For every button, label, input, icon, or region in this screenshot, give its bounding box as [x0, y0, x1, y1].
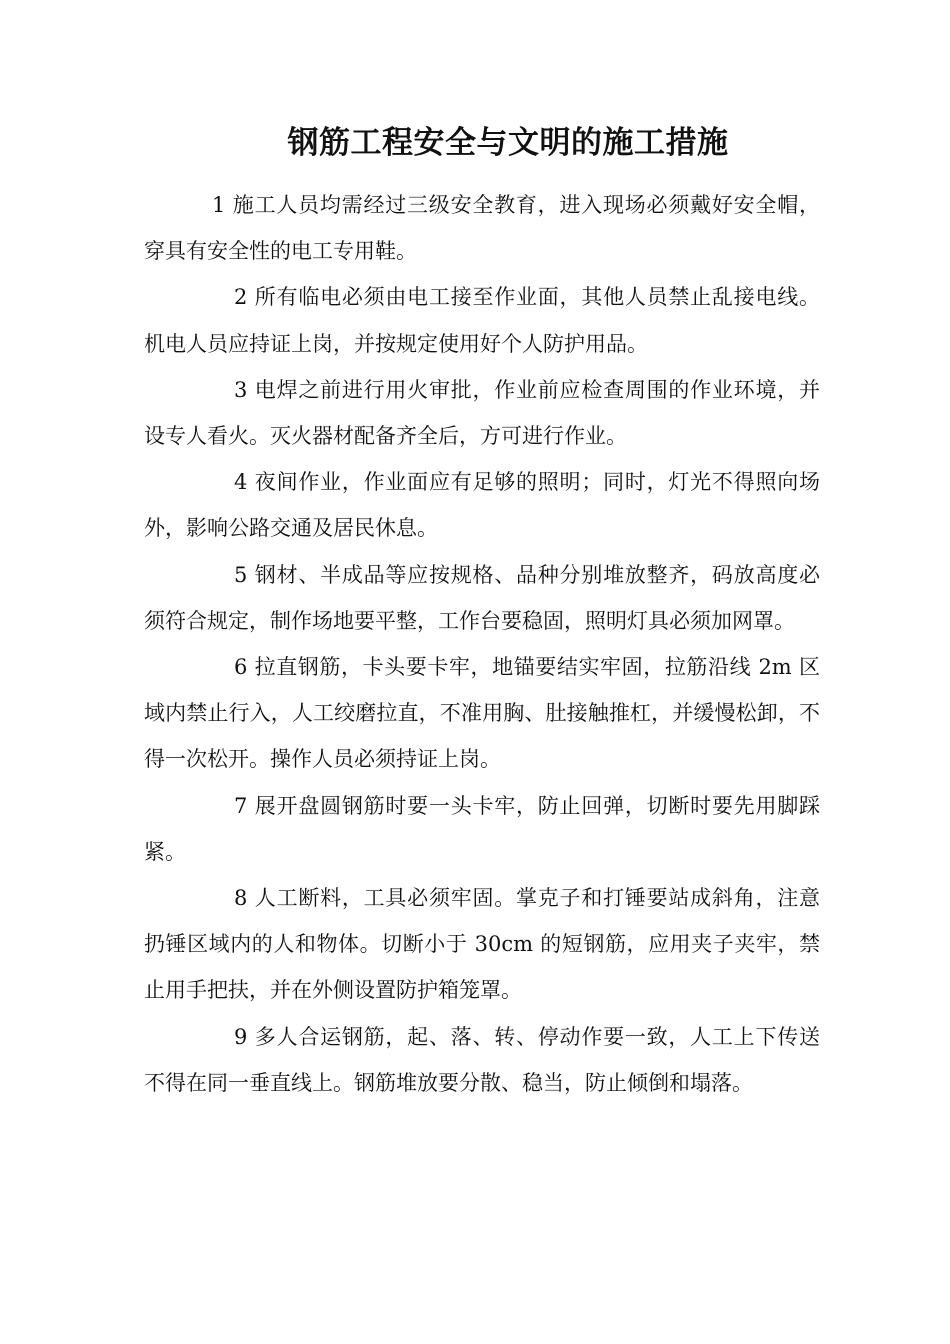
paragraph-8: 8 人工断料，工具必须牢固。掌克子和打锤要站成斜角，注意扔锤区域内的人和物体。切断小于 30cm 的短钢筋，应用夹子夹牢，禁止用手把扶，并在外侧设置防护箱笼罩。 — [144, 886, 820, 1003]
paragraph-1: 1 施工人员均需经过三级安全教育，进入现场必须戴好安全帽，穿具有安全性的电工专用鞋。 — [144, 193, 820, 264]
document-body — [144, 182, 820, 1106]
paragraph-2: 2 所有临电必须由电工接至作业面，其他人员禁止乱接电线。机电人员应持证上岗，并按规定使用好个人防护用品。 — [144, 285, 820, 356]
paragraph-3: 3 电焊之前进行用火审批，作业前应检查周围的作业环境，并设专人看火。灭火器材配备齐全后，方可进行作业。 — [144, 377, 820, 449]
paragraph-5: 5 钢材、半成品等应按规格、品种分别堆放整齐，码放高度必须符合规定，制作场地要平整，工作台要稳固，照明灯具必须加网罩。 — [144, 562, 820, 633]
paragraph-4: 4 夜间作业，作业面应有足够的照明；同时，灯光不得照向场外，影响公路交通及居民休息。 — [144, 470, 820, 541]
paragraph-6: 6 拉直钢筋，卡头要卡牢，地锚要结实牢固，拉筋沿线 2m 区域内禁止行入，人工绞磨拉直，不准用胸、肚接触推杠，并缓慢松卸，不得一次松开。操作人员必须持证上岗。 — [144, 655, 820, 772]
document-title: 钢筋工程安全与文明的施工措施 — [287, 125, 729, 161]
paragraph-7: 7 展开盘圆钢筋时要一头卡牢，防止回弹，切断时要先用脚踩紧。 — [144, 793, 820, 864]
paragraph-9: 9 多人合运钢筋，起、落、转、停动作要一致，人工上下传送不得在同一垂直线上。钢筋堆放要分散、稳当，防止倾倒和塌落。 — [144, 1024, 820, 1095]
